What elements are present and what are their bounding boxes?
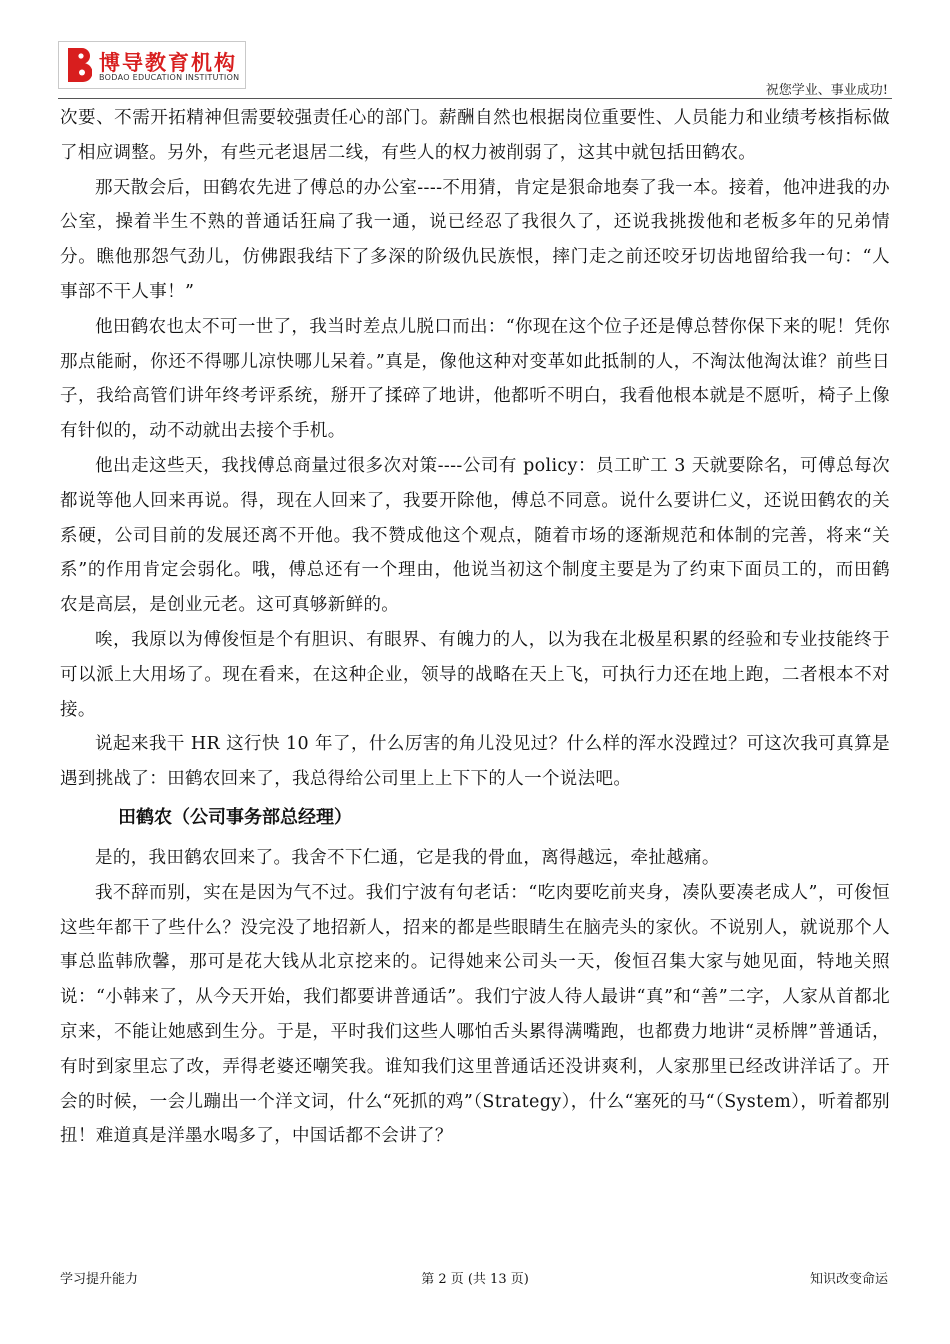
page-header: [0, 0, 950, 100]
footer-left: 学习提升能力: [60, 1272, 139, 1287]
logo-chinese-name: 博导教育机构: [99, 51, 237, 75]
institution-logo: [58, 41, 246, 89]
paragraph-group-bottom: [60, 841, 890, 1154]
paragraph: 是的，我田鹤农回来了。我舍不下仁通，它是我的骨血，离得越远，牵扯越痛。: [95, 847, 720, 868]
header-divider: [58, 98, 892, 99]
paragraph: 他出走这些天，我找傅总商量过很多次对策----公司有 policy：员工旷工 3 天就要除名，可傅总每次都说等他人回来再说。得，现在人回来了，我要开除他，傅总不同意。说什么要讲仁义，还说田鹤农的关系硬，公司目前的发展还离不开他。我不赞成他这个观点，随着市场的逐渐规范和体制的完善，将来“关系”的作用肯定会弱化。哦，傅总还有一个理由，他说当初这个制度主要是为了约束下面员工的，而田鹤农是高层，是创业元老。这可真够新鲜的。: [60, 455, 890, 616]
paragraph: 唉，我原以为傅俊恒是个有胆识、有眼界、有魄力的人，以为我在北极星积累的经验和专业技能终于可以派上大用场了。现在看来，在这种企业，领导的战略在天上飞，可执行力还在地上跑，二者根本不对接。: [60, 629, 890, 720]
page-footer: [0, 1268, 950, 1292]
header-slogan: 祝您学业、事业成功!: [765, 83, 888, 98]
paragraph: 我不辞而别，实在是因为气不过。我们宁波有句老话：“吃肉要吃前夹身，凑队要凑老成人”，可俊恒这些年都干了些什么？没完没了地招新人，招来的都是些眼睛生在脑壳头的家伙。不说别人，就说那个人事总监韩欣馨，那可是花大钱从北京挖来的。记得她来公司头一天，俊恒召集大家与她见面，特地关照说：“小韩来了，从今天开始，我们都要讲普通话”。我们宁波人待人最讲“真”和“善”二字，人家从首都北京来，不能让她感到生分。于是，平时我们这些人哪怕舌头累得满嘴跑，也都费力地讲“灵桥牌”普通话，有时到家里忘了改，弄得老婆还嘲笑我。谁知我们这里普通话还没讲爽利，人家那里已经改讲洋话了。开会的时候，一会儿蹦出一个洋文词，什么“死抓的鸡”（Strategy），什么“塞死的马“（System），听着都别扭！难道真是洋墨水喝多了，中国话都不会讲了？: [60, 882, 890, 1147]
section-heading: 田鹤农（公司事务部总经理）: [118, 806, 352, 828]
logo-b-icon: [64, 46, 92, 84]
paragraph: 他田鹤农也太不可一世了，我当时差点儿脱口而出：“你现在这个位子还是傅总替你保下来的呢！凭你那点能耐，你还不得哪儿凉快哪儿呆着。”真是，像他这种对变革如此抵制的人，不淘汰他淘汰谁？前些日子，我给高管们讲年终考评系统，掰开了揉碎了地讲，他都听不明白，我看他根本就是不愿听，椅子上像有针似的，动不动就出去接个手机。: [60, 316, 890, 442]
footer-right: 知识改变命运: [809, 1272, 888, 1287]
logo-english-name: BODAO EDUCATION INSTITUTION: [99, 73, 240, 82]
paragraph: 那天散会后，田鹤农先进了傅总的办公室----不用猜，肯定是狠命地奏了我一本。接着，他冲进我的办公室，操着半生不熟的普通话狂扁了我一通，说已经忍了我很久了，还说我挑拨他和老板多年的兄弟情分。瞧他那怨气劲儿，仿佛跟我结下了多深的阶级仇民族恨，摔门走之前还咬牙切齿地留给我一句：“人事部不干人事！”: [60, 177, 890, 302]
footer-page-number: 第 2 页 (共 13 页): [421, 1272, 529, 1287]
paragraph-group-top: [60, 101, 890, 797]
document-body: [60, 101, 890, 1154]
paragraph: 说起来我干 HR 这行快 10 年了，什么厉害的角儿没见过？什么样的浑水没蹚过？可这次我可真算是遇到挑战了：田鹤农回来了，我总得给公司里上上下下的人一个说法吧。: [60, 734, 890, 790]
paragraph: 次要、不需开拓精神但需要较强责任心的部门。薪酬自然也根据岗位重要性、人员能力和业绩考核指标做了相应调整。另外，有些元老退居二线，有些人的权力被削弱了，这其中就包括田鹤农。: [60, 108, 890, 163]
